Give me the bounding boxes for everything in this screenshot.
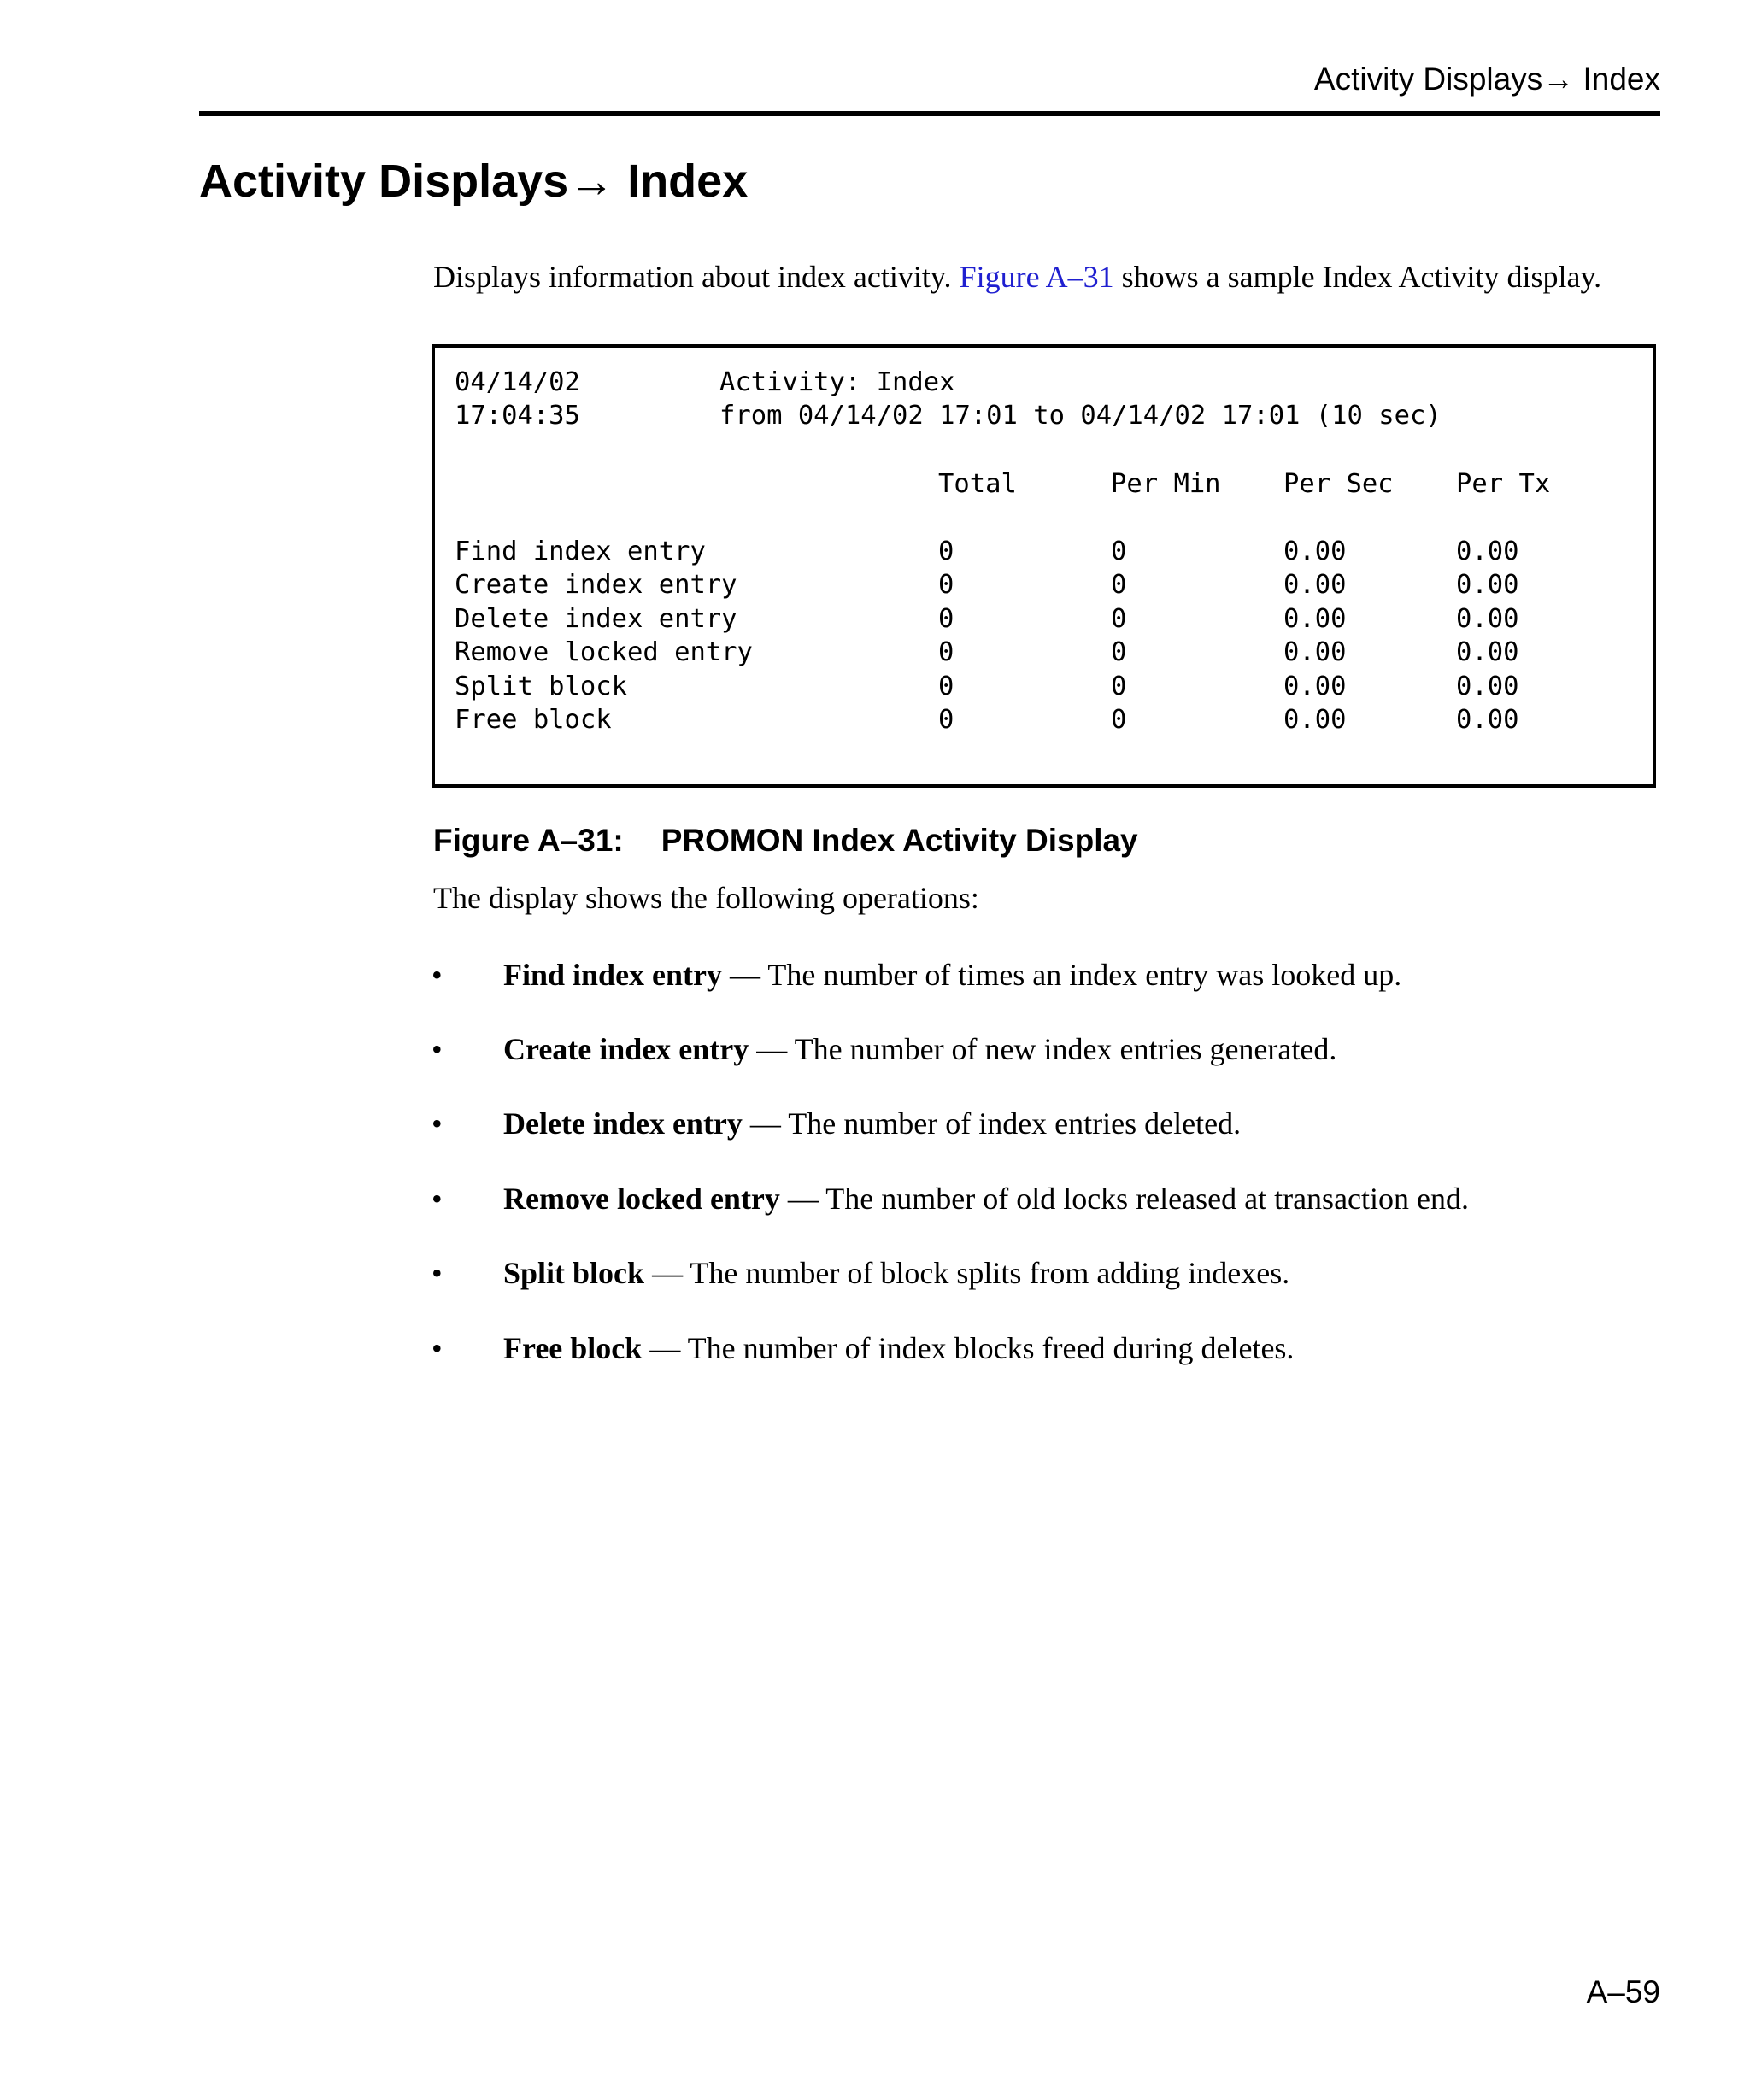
row-per-sec: 0.00 (1283, 672, 1347, 701)
row-per-sec: 0.00 (1283, 537, 1347, 566)
column-header-per-min: Per Min (1111, 469, 1221, 499)
column-header-total: Total (938, 469, 1017, 499)
row-per-min: 0 (1111, 672, 1127, 701)
row-per-tx: 0.00 (1456, 672, 1519, 701)
intro-text-after-link: shows a sample Index Activity display. (1113, 260, 1602, 294)
promon-screen-figure (432, 344, 1656, 788)
row-per-tx: 0.00 (1456, 604, 1519, 634)
row-label: Split block (455, 672, 627, 701)
column-header-per-tx: Per Tx (1456, 469, 1551, 499)
screen-heading: Activity: Index (719, 367, 955, 397)
row-per-tx: 0.00 (1456, 637, 1519, 667)
row-total: 0 (938, 570, 954, 600)
running-header: Activity Displays→ Index (1313, 62, 1660, 97)
row-per-min: 0 (1111, 604, 1127, 634)
row-label: Remove locked entry (455, 637, 753, 667)
bullet: • (432, 1032, 443, 1066)
row-label: Delete index entry (455, 604, 737, 634)
row-per-tx: 0.00 (1456, 570, 1519, 600)
bullet: • (432, 958, 443, 992)
row-label: Create index entry (455, 570, 737, 600)
operation-term: Create index entry (503, 1032, 749, 1066)
row-total: 0 (938, 672, 954, 701)
operation-term: Split block (503, 1256, 645, 1290)
row-per-min: 0 (1111, 705, 1127, 735)
figure-number: Figure A–31: (433, 823, 624, 858)
row-per-tx: 0.00 (1456, 705, 1519, 735)
operation-description: — The number of block splits from adding indexes. (644, 1256, 1290, 1290)
figure-title: PROMON Index Activity Display (661, 823, 1138, 858)
intro-paragraph (433, 254, 1664, 300)
operation-description: — The number of old locks released at transaction end. (779, 1182, 1470, 1216)
screen-range: from 04/14/02 17:01 to 04/14/02 17:01 (10 sec) (719, 401, 1442, 431)
operation-term: Remove locked entry (503, 1182, 780, 1216)
bullet: • (432, 1256, 443, 1290)
row-label: Free block (455, 705, 612, 735)
row-per-sec: 0.00 (1283, 570, 1347, 600)
row-per-min: 0 (1111, 570, 1127, 600)
bullet: • (432, 1182, 443, 1216)
row-per-sec: 0.00 (1283, 604, 1347, 634)
figure-caption (433, 824, 1138, 856)
operation-term: Free block (503, 1331, 643, 1365)
operation-description: — The number of index entries deleted. (742, 1106, 1242, 1141)
row-total: 0 (938, 705, 954, 735)
row-per-sec: 0.00 (1283, 705, 1347, 735)
column-header-per-sec: Per Sec (1283, 469, 1394, 499)
row-label: Find index entry (455, 537, 706, 566)
intro-text-before-link: Displays information about index activity. (433, 260, 960, 294)
page-title: Activity Displays→ Index (199, 155, 749, 207)
operation-description: — The number of times an index entry was looked up. (722, 958, 1402, 992)
row-per-min: 0 (1111, 637, 1127, 667)
row-total: 0 (938, 537, 954, 566)
row-total: 0 (938, 637, 954, 667)
operation-description: — The number of new index entries generated. (749, 1032, 1337, 1066)
row-per-tx: 0.00 (1456, 537, 1519, 566)
figure-reference-link[interactable]: Figure A–31 (959, 260, 1114, 294)
operation-description: — The number of index blocks freed during deletes. (642, 1331, 1295, 1365)
screen-time: 17:04:35 (455, 401, 580, 431)
operation-term: Find index entry (503, 958, 723, 992)
bullet: • (432, 1331, 443, 1365)
row-total: 0 (938, 604, 954, 634)
operation-term: Delete index entry (503, 1106, 743, 1141)
page-number: A–59 (1586, 1974, 1660, 2009)
operations-intro: The display shows the following operations: (433, 881, 979, 915)
row-per-sec: 0.00 (1283, 637, 1347, 667)
bullet: • (432, 1106, 443, 1141)
row-per-min: 0 (1111, 537, 1127, 566)
header-rule (199, 111, 1660, 116)
screen-date: 04/14/02 (455, 367, 580, 397)
